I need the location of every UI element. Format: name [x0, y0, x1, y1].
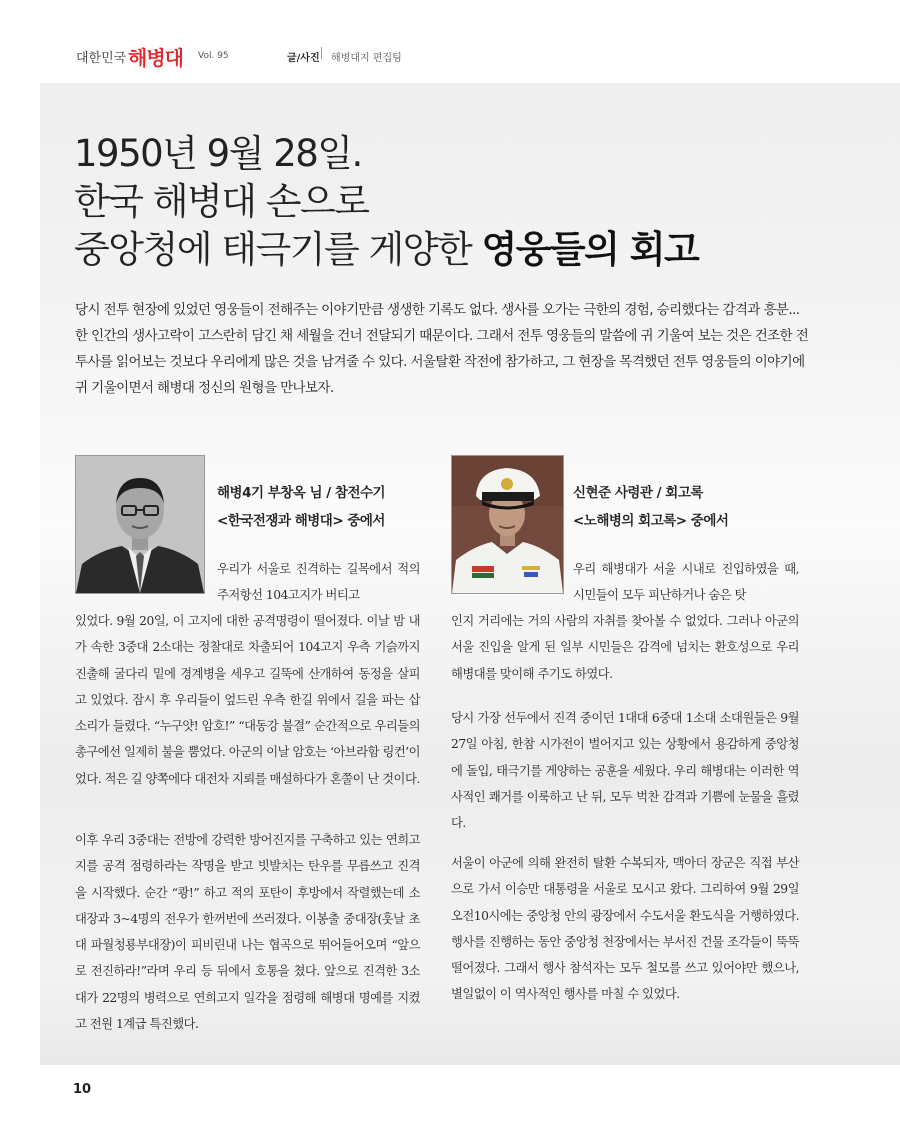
right-column-paragraph-2: 당시 가장 선두에서 진격 중이던 1대대 6중대 1소대 소대원들은 9월 27일 아침, 한참 시가전이 벌어지고 있는 상황에서 용감하게 중앙청에 돌입, 태극기를 게양하는 공훈을 세웠다. 우리 해병대는 이러한 역사적인 쾌거를 이룩하고 난 뒤, 모두 벅찬 감격과 기쁨에 눈물을 흘렸다. [451, 711, 799, 831]
left-column-paragraph-2: 이후 우리 3중대는 전방에 강력한 방어진지를 구축하고 있는 연희고지를 공격 점령하라는 작명을 받고 빗발치는 탄우를 무릅쓰고 진격을 시작했다. 순간 “쾅!” 하고 적의 포탄이 후방에서 작렬했는데 소대장과 3~4명의 전우가 한꺼번에 쓰러졌다. 이봉출 중대장(훗날 초대 파월청룡부대장)이 피비린내 나는 협곡으로 뛰어들어오며 “앞으로 전진하라!”라며 우리 등 뒤에서 호통을 쳤다. 앞으로 진격한 3소대가 22명의 병력으로 연희고지 일각을 점령해 해병대 명예를 지켰고 전원 1계급 특진했다. [75, 833, 420, 1032]
title-line-3 [74, 226, 854, 274]
credit-divider [321, 47, 322, 59]
left-source-book: <한국전쟁과 해병대> 중에서 [217, 513, 385, 529]
article-intro: 당시 전투 현장에 있었던 영웅들이 전해주는 이야기만큼 생생한 기록도 없다. 생사를 오가는 극한의 경험, 승리했다는 감격과 흥분...한 인간의 생사고락이 고스란히 담긴 채 세월을 건너 전달되기 때문이다. 그래서 전투 영웅들의 말씀에 귀 기울여 보는 것은 건조한 전투사를 읽어보는 것보다 우리에게 많은 것을 남겨줄 수 있다. 서울탈환 작전에 참가하고, 그 현장을 목격했던 전투 영웅들의 이야기에 귀 기울이면서 해병대 정신의 원형을 만나보자. [75, 302, 809, 396]
page-number: 10 [73, 1082, 92, 1097]
publication-name: 대한민국 [76, 51, 127, 66]
portrait-photo-bu-changok [75, 455, 205, 594]
left-source-author: 해병4기 부창옥 님 / 참전수기 [217, 485, 386, 501]
title-line-1: 1950년 9월 28일. [74, 132, 362, 175]
left-source-heading [217, 479, 385, 535]
portrait-image [76, 456, 204, 593]
right-source-heading [573, 479, 728, 535]
right-column-wrap-text: 우리 해병대가 서울 시내로 진입하였을 때, 시민들이 모두 피난하거나 숨은 탓 [573, 562, 799, 603]
portrait-photo-shin-hyunjoon [451, 455, 564, 594]
page-header [0, 0, 900, 82]
portrait-image [452, 456, 563, 593]
right-source-book: <노해병의 회고록> 중에서 [573, 513, 729, 529]
right-column-paragraph-1: 인지 거리에는 거의 사람의 자취를 찾아볼 수 없었다. 그러나 아군의 서울 진입을 알게 된 일부 시민들은 감격에 넘치는 환호성으로 우리 해병대를 맞이해 주기도 하였다. [451, 614, 799, 681]
article-title [74, 130, 854, 274]
volume-label: Vol. 95 [198, 51, 229, 61]
title-line-2: 한국 해병대 손으로 [74, 180, 369, 223]
right-source-author: 신현준 사령관 / 회고록 [573, 485, 703, 501]
right-column-paragraph-3: 서울이 아군에 의해 완전히 탈환 수복되자, 맥아더 장군은 직접 부산으로 가서 이승만 대통령을 서울로 모시고 왔다. 그리하여 9월 29일 오전10시에는 중앙청 안의 광장에서 수도서울 환도식을 거행하였다. 행사를 진행하는 동안 중앙청 천장에서는 부서진 건물 조각들이 뚝뚝 떨어졌다. 그래서 행사 참석자는 모두 철모를 쓰고 있어야만 했으나, 별일없이 이 역사적인 행사를 마칠 수 있었다. [451, 856, 799, 1002]
title-line-3-regular: 중앙청에 태극기를 게양한 [74, 228, 482, 271]
credit-name: 해병대지 편집팀 [331, 53, 402, 64]
title-line-3-bold: 영웅들의 회고 [481, 228, 699, 271]
left-column-wrap-text: 우리가 서울로 진격하는 길목에서 적의 주저항선 104고지가 버티고 [217, 562, 420, 603]
credit-label: 글/사진 [287, 53, 320, 64]
left-column-paragraph-1: 있었다. 9월 20일, 이 고지에 대한 공격명령이 떨어졌다. 이날 밤 내가 속한 3중대 2소대는 정찰대로 차출되어 104고지 우측 기슭까지 진출해 굴다리 밑에 경계병을 세우고 길뚝에 산개하여 동정을 살피고 있었다. 잠시 후 우리들이 엎드린 우측 한길 위에서 길을 파는 삽소리가 들렸다. “누구얏! 암호!” “대동강 불결” 순간적으로 우리들의 총구에선 일제히 불을 뿜었다. 아군의 이날 암호는 ‘아브라함 링컨’이었다. 적은 길 양쪽에다 대전차 지뢰를 매설하다가 혼쭐이 난 것이다. [75, 614, 420, 786]
publication-brand: 해병대 [128, 46, 183, 70]
